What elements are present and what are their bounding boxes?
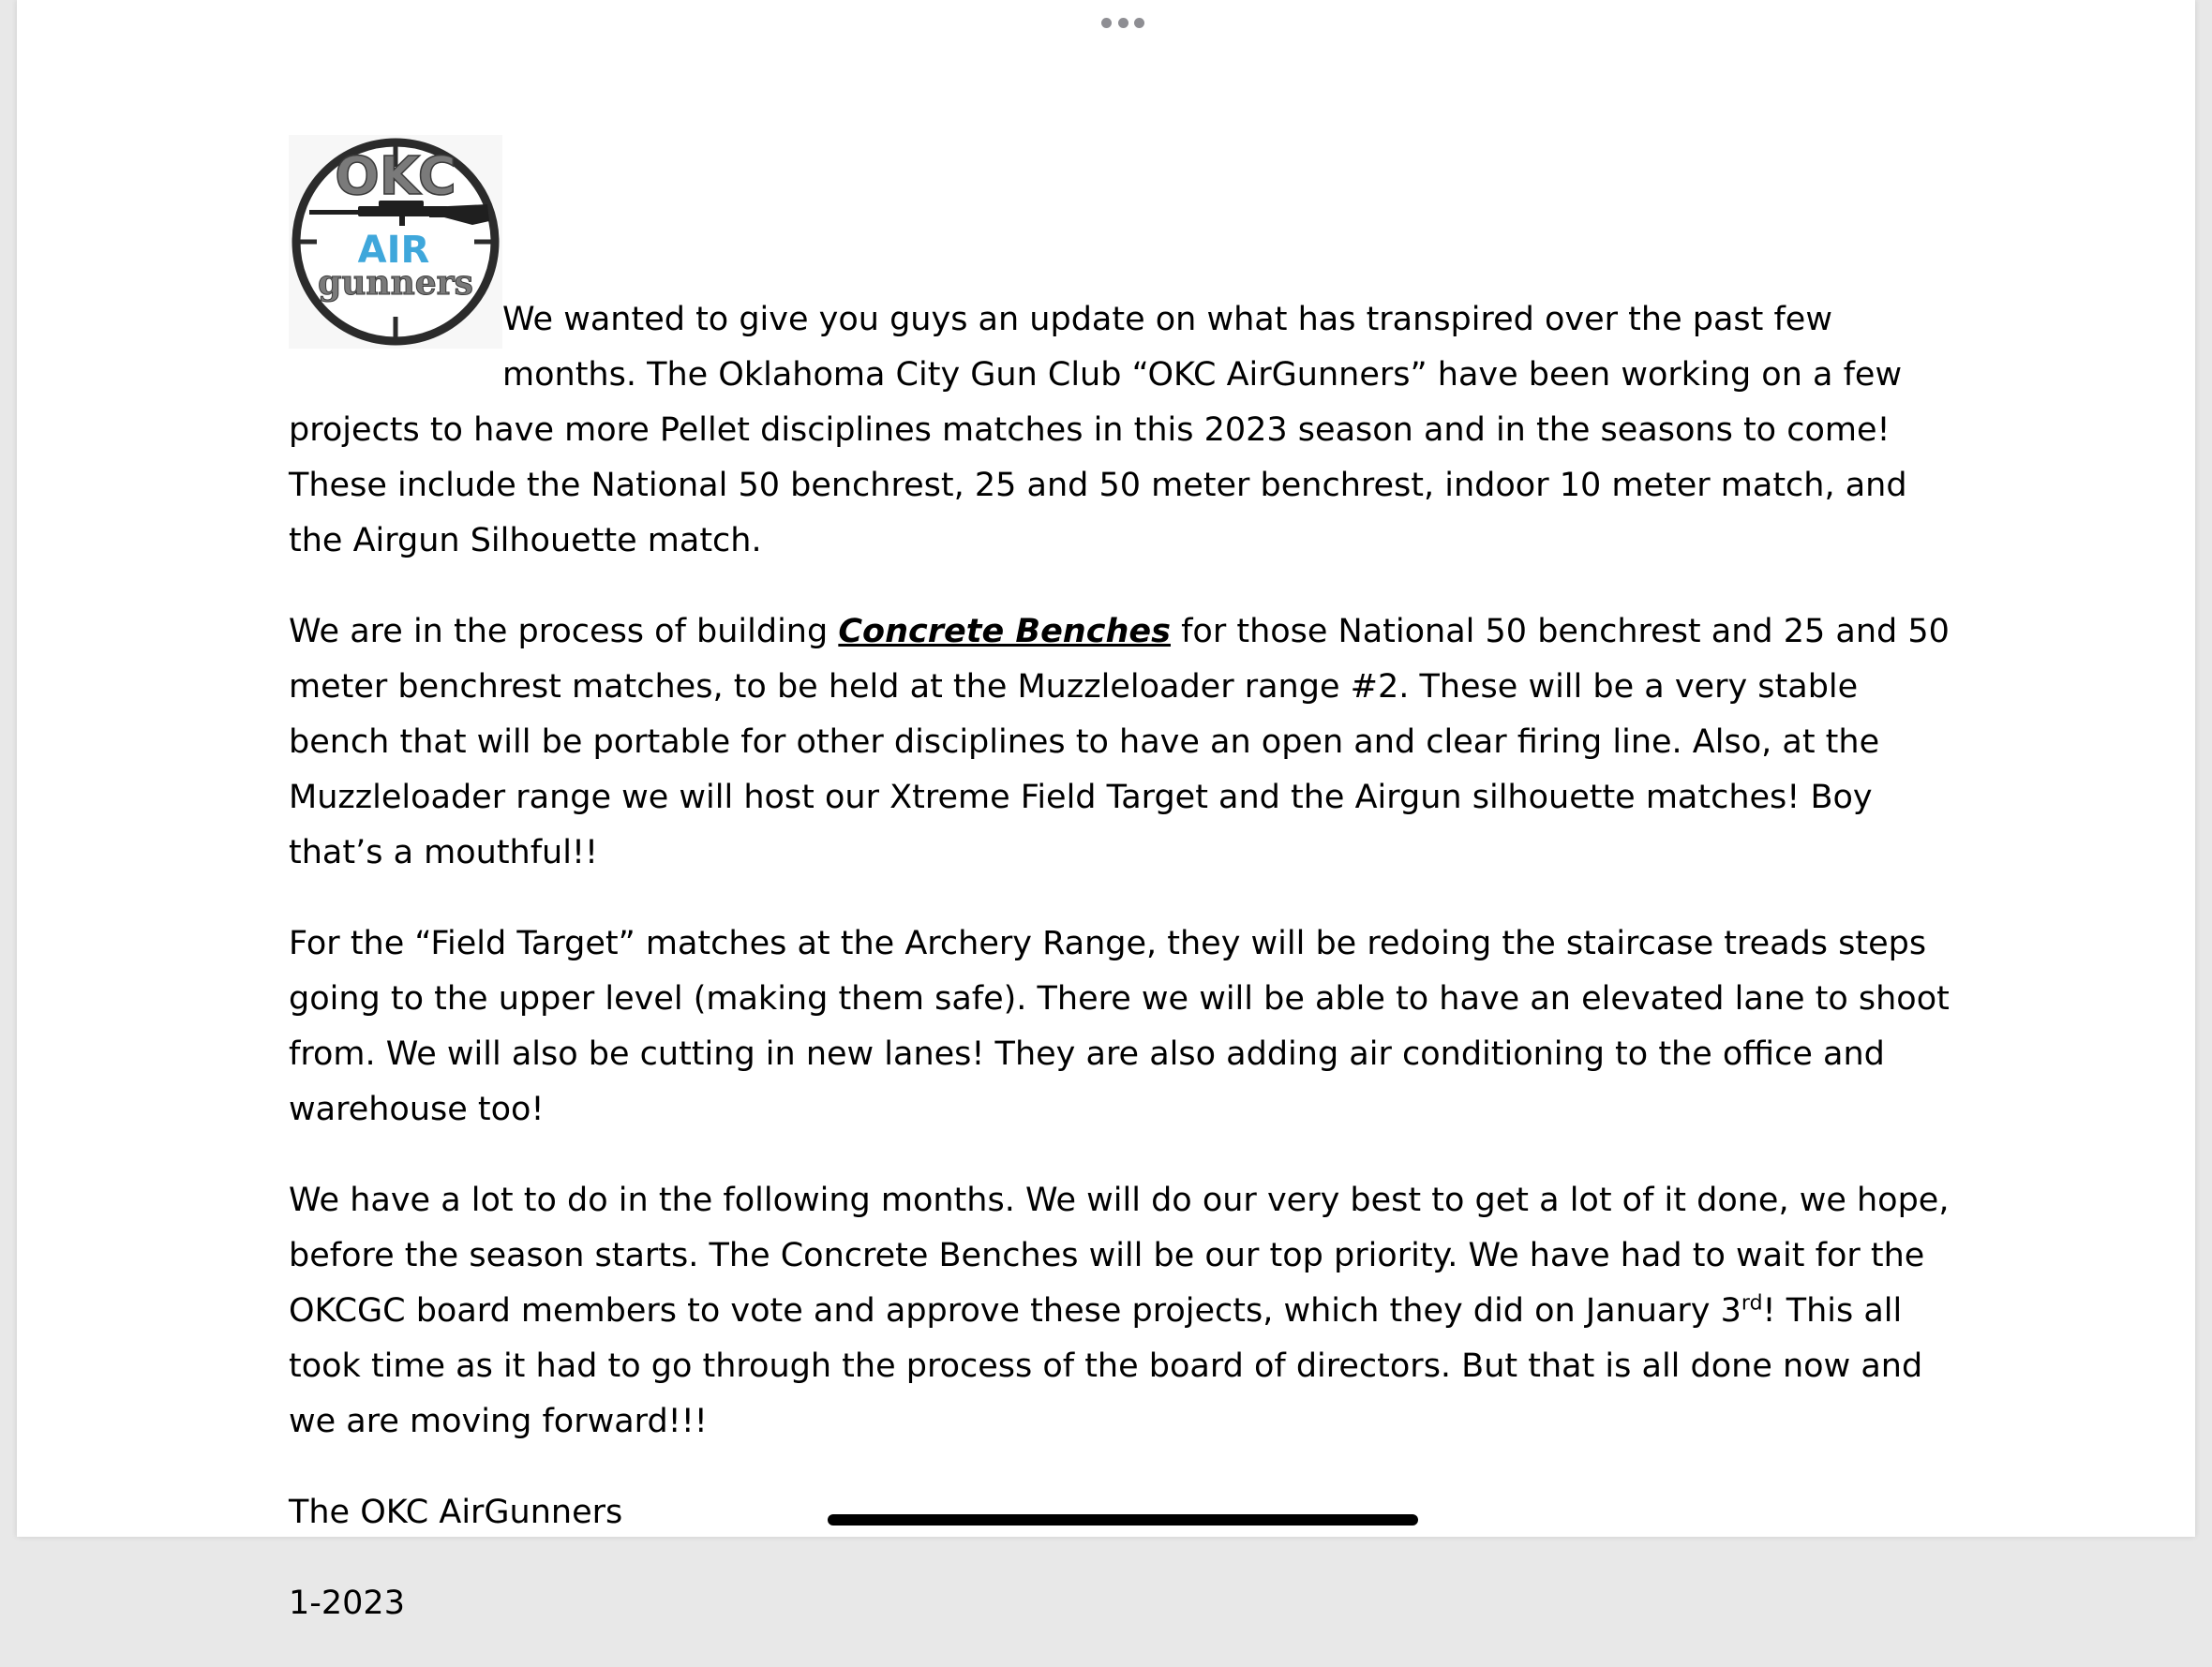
letter-body	[289, 135, 1966, 1667]
paragraph-benches-lead: We are in the process of building	[289, 613, 839, 650]
paragraph-intro: We wanted to give you guys an update on what has transpired over the past few months. The Oklahoma City Gun Club “OKC AirGunners” have been working on a few projects to have more Pellet disciplines matches in this 2023 season and in the seasons to come! These include the National 50 benchrest, 25 and 50 meter benchrest, indoor 10 meter match, and the Airgun Silhouette match.	[289, 301, 1907, 559]
letter-date: 1-2023	[289, 1585, 405, 1622]
logo-gunners-text: gunners	[318, 263, 473, 303]
logo-graphic	[289, 135, 502, 349]
home-indicator[interactable]	[828, 1514, 1418, 1526]
concrete-benches-emphasis: Concrete Benches	[838, 613, 1171, 650]
paragraph-field-target: For the “Field Target” matches at the Archery Range, they will be redoing the staircase treads steps going to the upper level (making them safe). There we will be able to have an elevated lane to shoot from. We will also be cutting in new lanes! They are also adding air conditioning to the office and warehouse too!	[289, 925, 1950, 1128]
logo-air-text: AIR	[357, 229, 430, 272]
dot	[1134, 18, 1144, 28]
paragraph-benches-rest: for those National 50 benchrest and 25 and 50 meter benchrest matches, to be held at the Muzzleloader range #2. These will be a very stable bench that will be portable for other disciplines to have an open and clear firing line. Also, at the Muzzleloader range we will host our Xtreme Field Target and the Airgun silhouette matches! Boy that’s a mouthful!!	[289, 613, 1950, 871]
logo-okc-text: OKC	[335, 146, 456, 207]
paragraph-plans-lead: We have a lot to do in the following months. We will do our very best to get a lot of it done, we hope, before the season starts. The Concrete Benches will be our top priority. We have had to wait for the OKCGC board members to vote and approve these projects, which they did on January 3	[289, 1182, 1950, 1330]
paragraph-plans	[289, 1173, 1966, 1450]
document-page[interactable]	[17, 0, 2195, 1622]
dot	[1118, 18, 1128, 28]
signature: The OKC AirGunners	[289, 1494, 623, 1531]
ordinal-suffix: rd	[1741, 1291, 1763, 1316]
paragraph-benches	[289, 604, 1966, 881]
paragraph-plans-rest: ! This all took time as it had to go through the process of the board of directors. But that is all done now and we are moving forward!!!	[289, 1292, 1923, 1440]
more-options-icon[interactable]	[1101, 17, 1144, 28]
dot	[1101, 18, 1112, 28]
okc-airgunners-logo	[289, 135, 502, 349]
